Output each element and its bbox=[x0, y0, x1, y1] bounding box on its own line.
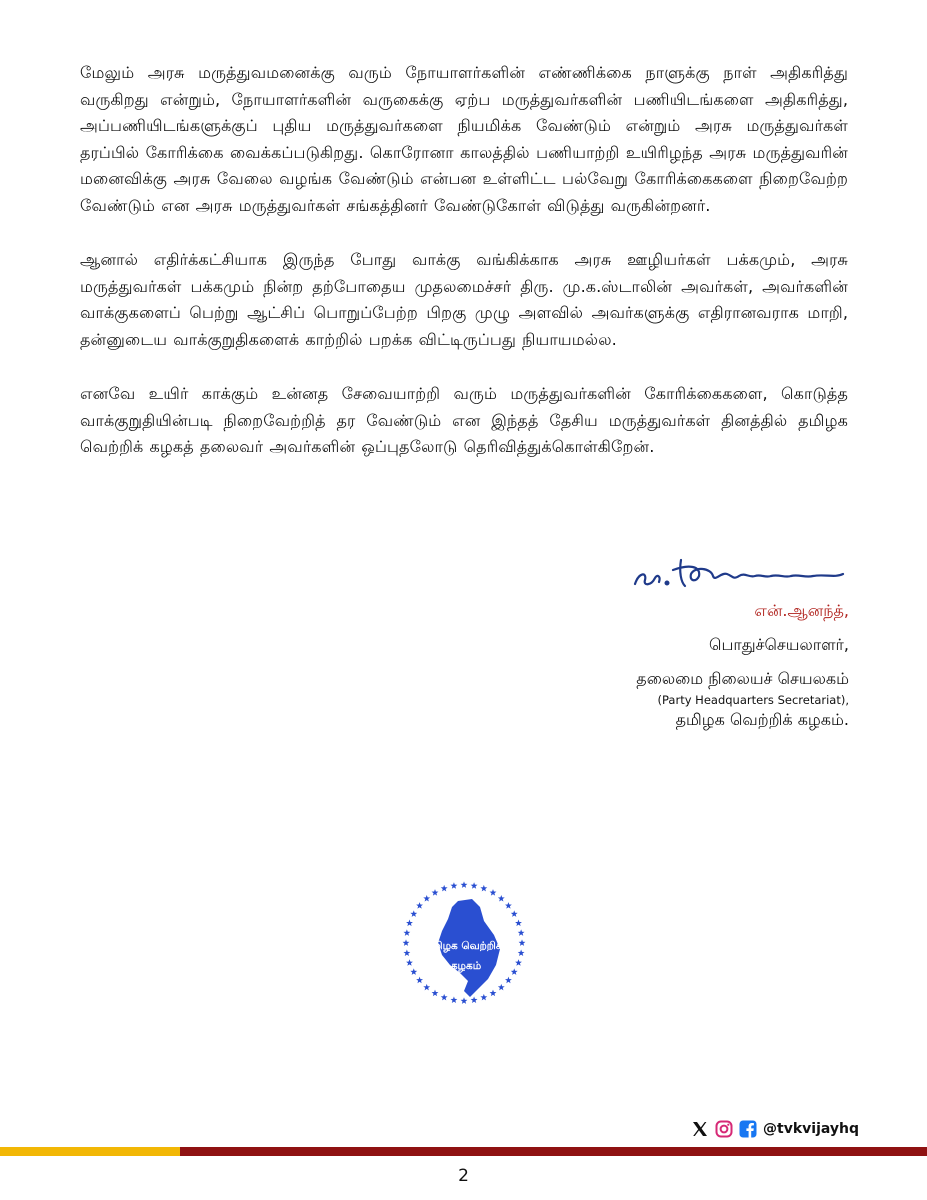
seal-star-icon bbox=[505, 977, 512, 984]
seal-star-icon bbox=[403, 929, 410, 936]
seal-star-icon bbox=[416, 977, 423, 984]
letter-body bbox=[80, 60, 848, 489]
seal-star-icon bbox=[416, 902, 423, 909]
seal-star-icon bbox=[471, 997, 478, 1004]
paragraph-1: மேலும் அரசு மருத்துவமனைக்கு வரும் நோயாளர்களின் எண்ணிக்கை நாளுக்கு நாள் அதிகரித்து வருகிறது என்றும், நோயாளர்களின் வருகைக்கு ஏற்ப மருத்துவர்களின் பணியிடங்களை அதிகரித்து, அப்பணியிடங்களுக்குப் புதிய மருத்துவர்களை நியமிக்க வேண்டும் என்றும் அரசு மருத்துவர்கள் தரப்பில் கோரிக்கை வைக்கப்படுகிறது. கொரோனா காலத்தில் பணியாற்றி உயிரிழந்த அரசு மருத்துவரின் மனைவிக்கு அரசு வேலை வழங்க வேண்டும் என்பன உள்ளிட்ட பல்வேறு கோரிக்கைகளை நிறைவேற்ற வேண்டும் என அரசு மருத்துவர்கள் சங்கத்தினர் வேண்டுகோள் விடுத்து வருகின்றனர். bbox=[80, 63, 848, 215]
seal-star-icon bbox=[432, 990, 439, 997]
signature-block bbox=[519, 550, 849, 732]
instagram-icon[interactable] bbox=[715, 1120, 733, 1138]
seal-star-icon bbox=[518, 949, 525, 956]
seal-star-icon bbox=[515, 920, 522, 927]
seal-star-icon bbox=[432, 889, 439, 896]
seal-star-icon bbox=[451, 882, 458, 889]
seal-star-icon bbox=[441, 994, 448, 1001]
x-icon[interactable] bbox=[691, 1120, 709, 1138]
seal-star-icon bbox=[515, 959, 522, 966]
seal-star-icon bbox=[519, 939, 526, 946]
page-number: 2 bbox=[458, 1166, 469, 1186]
seal-star-icon bbox=[406, 920, 413, 927]
seal-star-icon bbox=[471, 882, 478, 889]
seal-star-icon bbox=[461, 997, 468, 1004]
seal-star-icon bbox=[403, 949, 410, 956]
signatory-office-english: (Party Headquarters Secretariat), bbox=[657, 693, 849, 707]
seal-star-icon bbox=[511, 968, 518, 975]
signatory-party: தமிழக வெற்றிக் கழகம். bbox=[675, 710, 849, 729]
seal-star-icon bbox=[511, 910, 518, 917]
paragraph-2: ஆனால் எதிர்க்கட்சியாக இருந்த போது வாக்கு வங்கிக்காக அரசு ஊழியர்கள் பக்கமும், அரசு மருத்துவர்கள் பக்கமும் நின்ற தற்போதைய முதலமைச்சர் திரு. மு.க.ஸ்டாலின் அவர்கள், அவர்களின் வாக்குகளைப் பெற்று ஆட்சிப் பொறுப்பேற்ற பிறகு முழு அளவில் அவர்களுக்கு எதிரானவராக மாறி, தன்னுடைய வாக்குறுதிகளைக் காற்றில் பறக்க விட்டிருப்பது நியாயமல்ல. bbox=[80, 250, 848, 349]
band-red-segment bbox=[180, 1147, 927, 1156]
handwritten-signature bbox=[629, 550, 849, 592]
seal-star-icon bbox=[451, 997, 458, 1004]
seal-star-icon bbox=[461, 881, 468, 888]
seal-star-icon bbox=[490, 889, 497, 896]
signatory-office: தலைமை நிலையச் செயலகம் bbox=[636, 669, 849, 688]
social-handle[interactable]: @tvkvijayhq bbox=[763, 1121, 859, 1137]
social-links bbox=[691, 1120, 859, 1138]
signatory-title: பொதுச்செயலாளர், bbox=[708, 635, 849, 654]
party-seal bbox=[398, 877, 530, 1009]
band-yellow-segment bbox=[0, 1147, 180, 1156]
seal-star-icon bbox=[480, 885, 487, 892]
seal-star-icon bbox=[518, 929, 525, 936]
footer-color-band bbox=[0, 1147, 927, 1156]
facebook-icon[interactable] bbox=[739, 1120, 757, 1138]
seal-star-icon bbox=[403, 939, 410, 946]
paragraph-3: எனவே உயிர் காக்கும் உன்னத சேவையாற்றி வரும் மருத்துவர்களின் கோரிக்கைகளை, கொடுத்த வாக்குறுதியின்படி நிறைவேற்றித் தர வேண்டும் என இந்தத் தேசிய மருத்துவர்கள் தினத்தில் தமிழக வெற்றிக் கழகத் தலைவர் அவர்களின் ஒப்புதலோடு தெரிவித்துக்கொள்கிறேன். bbox=[80, 384, 848, 456]
seal-star-icon bbox=[423, 984, 430, 991]
seal-text-line1: தமிழக வெற்றிக் bbox=[425, 940, 503, 952]
seal-star-icon bbox=[490, 990, 497, 997]
seal-star-icon bbox=[406, 959, 413, 966]
seal-text-line2: கழகம் bbox=[450, 960, 482, 972]
seal-star-icon bbox=[423, 895, 430, 902]
seal-star-icon bbox=[441, 885, 448, 892]
seal-star-icon bbox=[410, 968, 417, 975]
seal-star-icon bbox=[498, 984, 505, 991]
seal-star-icon bbox=[498, 895, 505, 902]
signatory-name: என்.ஆனந்த், bbox=[754, 601, 849, 620]
seal-star-icon bbox=[410, 910, 417, 917]
seal-star-icon bbox=[480, 994, 487, 1001]
seal-star-icon bbox=[505, 902, 512, 909]
